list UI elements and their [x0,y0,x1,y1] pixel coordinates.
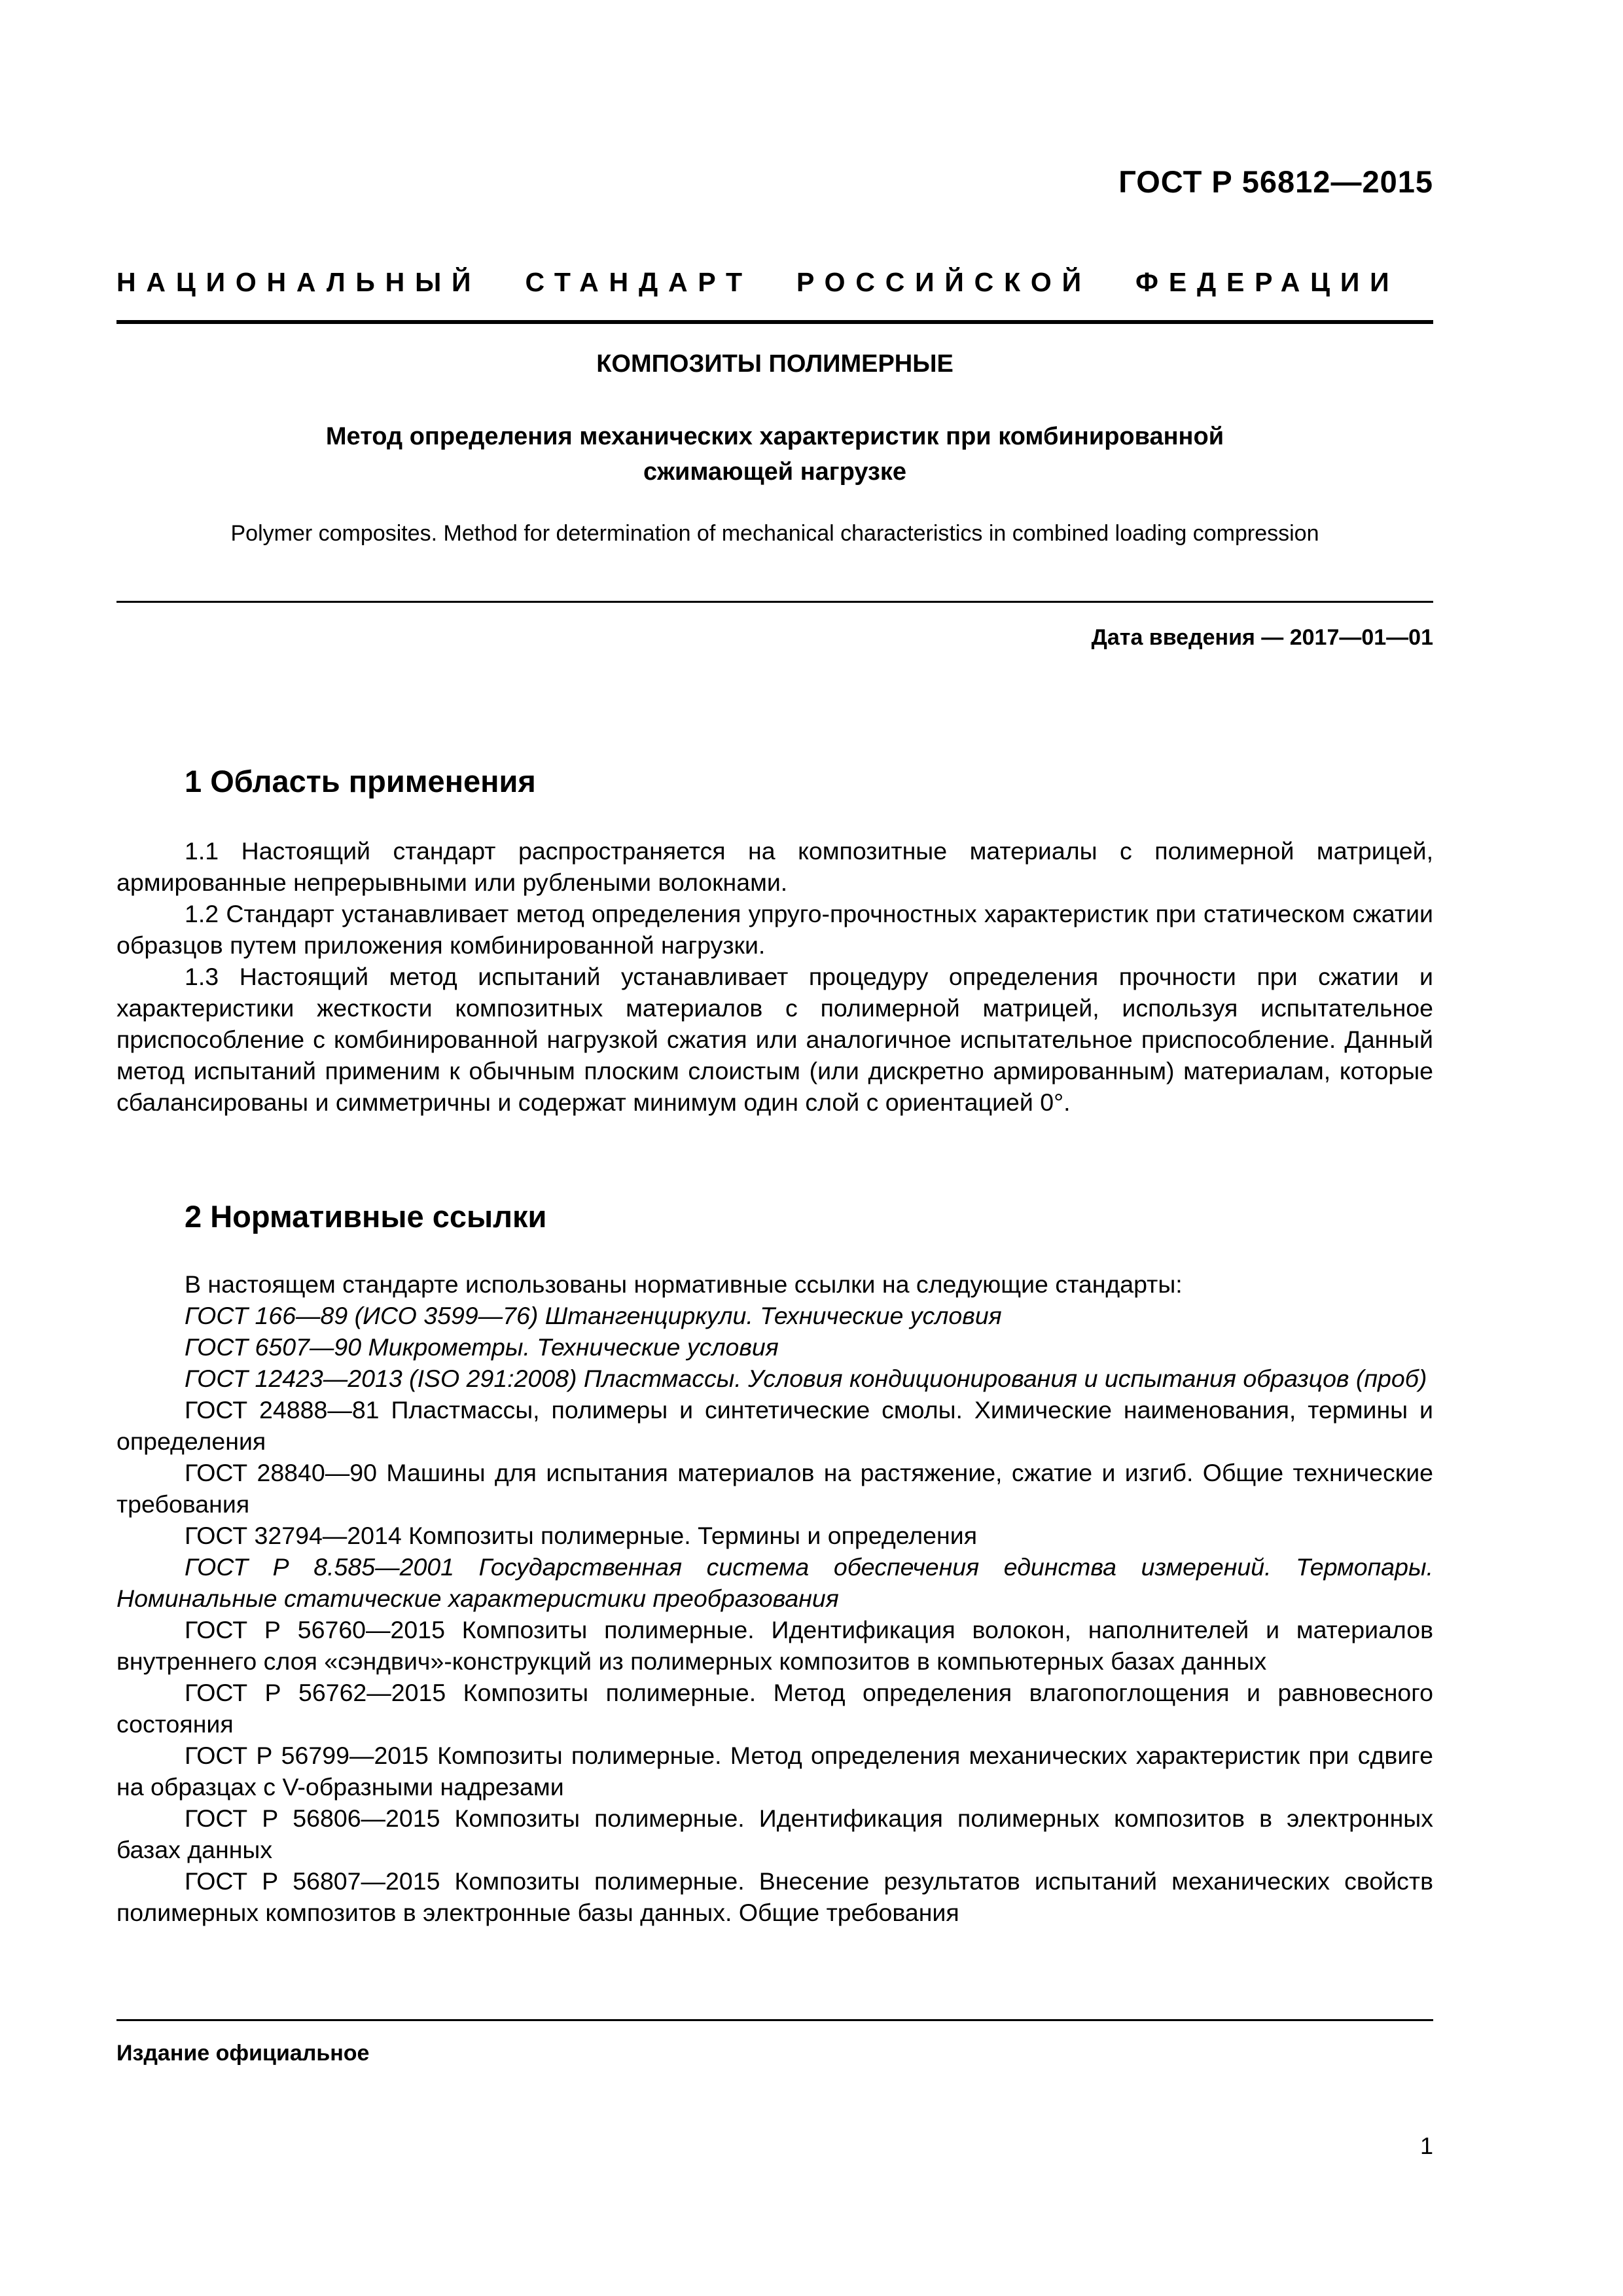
reference-item: ГОСТ Р 56760—2015 Композиты полимерные. Идентификация волокон, наполнителей и материалов внутреннего слоя «сэндвич»-конструкций из полимерных композитов в компьютерных базах данных [116,1616,1433,1675]
document-title: КОМПОЗИТЫ ПОЛИМЕРНЫЕ [596,350,954,378]
reference-item: ГОСТ Р 56807—2015 Композиты полимерные. Внесение результатов испытаний механических свойств полимерных композитов в электронные базы данных. Общие требования [116,1867,1433,1926]
reference-item: ГОСТ 24888—81 Пластмассы, полимеры и синтетические смолы. Химические наименования, термины и определения [116,1396,1433,1455]
reference-item: ГОСТ 166—89 (ИСО 3599—76) Штангенциркули. Технические условия [185,1302,1002,1329]
paragraph-1-2: 1.2 Стандарт устанавливает метод определения упруго-прочностных характеристик при статическом сжатии образцов путем приложения комбинированной нагрузки. [116,900,1433,959]
paragraph-1-3: 1.3 Настоящий метод испытаний устанавливает процедуру определения прочности при сжатии и характеристики жесткости композитных материалов с полимерной матрицей, используя испытательное приспособление с комбинированной нагрузкой сжатия или аналогичное испытательное приспособление. Данный метод испытаний применим к обычным плоским слоистым (или дискретно армированным) материалам, которые сбалансированы и симметричны и содержат минимум один слой с ориентацией 0°. [116,963,1433,1116]
reference-item: ГОСТ Р 56799—2015 Композиты полимерные. Метод определения механических характеристик при сдвиге на образцах с V-образными надрезами [116,1742,1433,1801]
english-title: Polymer composites. Method for determination of mechanical characteristics in combined loading compression [230,521,1319,546]
reference-item: ГОСТ Р 56806—2015 Композиты полимерные. Идентификация полимерных композитов в электронных базах данных [116,1804,1433,1863]
document-page [116,0,1433,2296]
section-1-body [116,835,1433,1118]
introduction-date: Дата введения — 2017—01—01 [1091,625,1433,650]
title-divider [116,601,1433,603]
section-1-heading: 1 Область применения [185,764,536,798]
section-2-body [116,1268,1433,1928]
national-standard-banner: НАЦИОНАЛЬНЫЙ СТАНДАРТ РОССИЙСКОЙ ФЕДЕРАЦИИ [116,267,1400,297]
references-intro: В настоящем стандарте использованы нормативные ссылки на следующие стандарты: [185,1270,1183,1298]
reference-item: ГОСТ 28840—90 Машины для испытания материалов на растяжение, сжатие и изгиб. Общие технические требования [116,1459,1433,1518]
reference-item: ГОСТ 6507—90 Микрометры. Технические условия [185,1333,779,1361]
header-divider [116,320,1433,324]
paragraph-1-1: 1.1 Настоящий стандарт распространяется на композитные материалы с полимерной матрицей, армированные непрерывными или рублеными волокнами. [116,837,1433,896]
document-code: ГОСТ Р 56812—2015 [1118,164,1433,199]
reference-item: ГОСТ Р 8.585—2001 Государственная система обеспечения единства измерений. Термопары. Номинальные статические характеристики преобразования [116,1553,1433,1612]
document-subtitle-line-1: Метод определения механических характеристик при комбинированной [325,423,1224,450]
reference-item: ГОСТ 12423—2013 (ISO 291:2008) Пластмассы. Условия кондиционирования и испытания образцов (проб) [185,1365,1427,1392]
document-subtitle-line-2: сжимающей нагрузке [643,458,907,486]
reference-item: ГОСТ 32794—2014 Композиты полимерные. Термины и определения [185,1522,978,1549]
page-number: 1 [1419,2132,1433,2159]
reference-item: ГОСТ Р 56762—2015 Композиты полимерные. Метод определения влагопоглощения и равновесного состояния [116,1679,1433,1738]
section-2-heading: 2 Нормативные ссылки [185,1199,547,1234]
official-edition-label: Издание официальное [116,2041,370,2066]
footer-divider [116,2019,1433,2021]
document-subtitle [116,419,1433,490]
